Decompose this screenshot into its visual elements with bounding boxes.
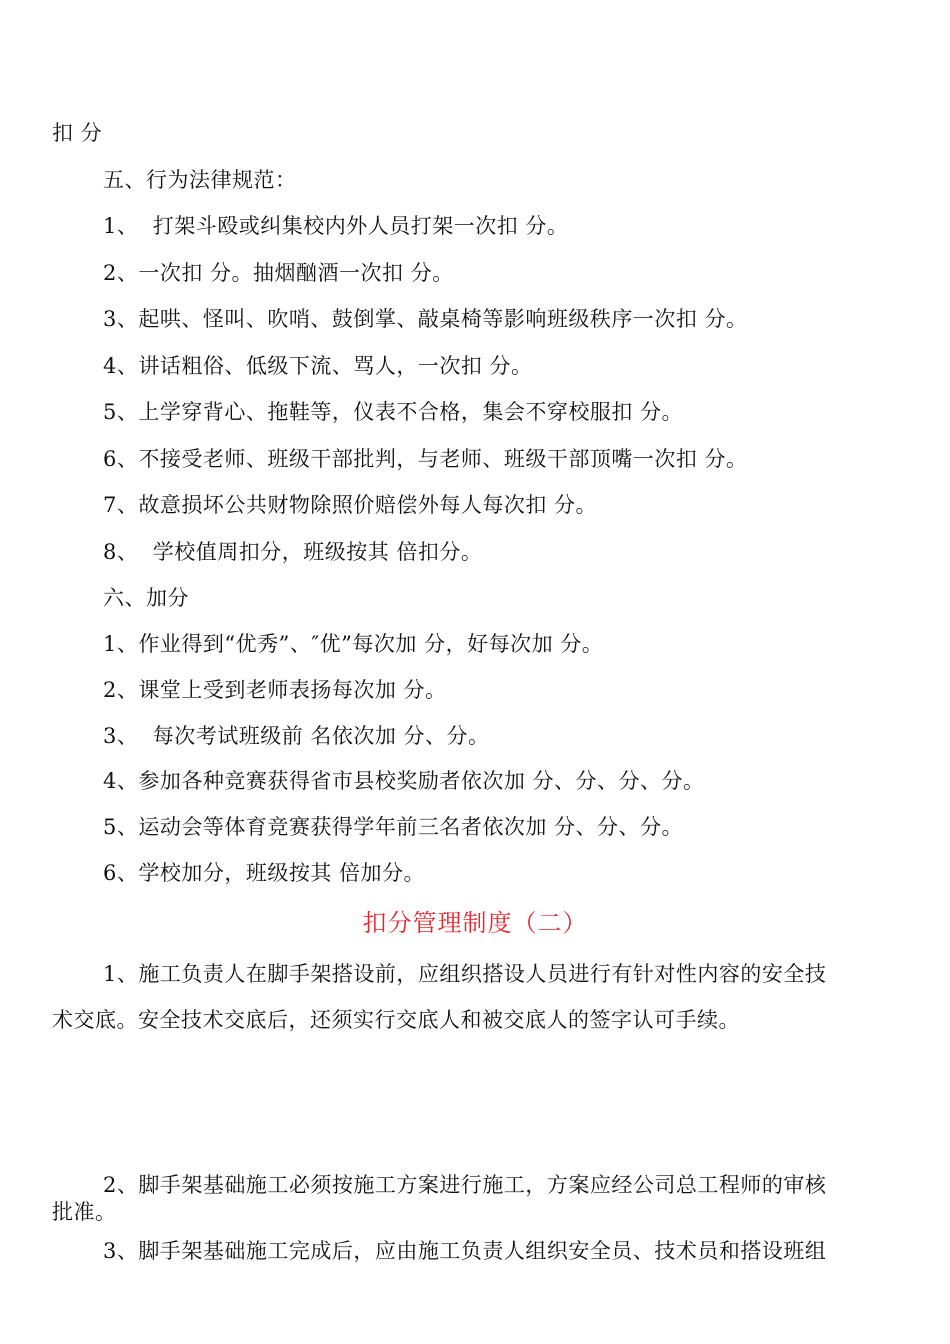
- section-heading: 六、加分: [103, 586, 189, 610]
- text-line: 4、讲话粗俗、低级下流、骂人，一次扣 分。: [103, 354, 533, 378]
- text-line: 扣 分: [52, 121, 103, 145]
- text-line: 2、课堂上受到老师表扬每次加 分。: [103, 678, 447, 702]
- text-line: 3、起哄、怪叫、吹哨、鼓倒掌、敲桌椅等影响班级秩序一次扣 分。: [103, 307, 748, 331]
- text-line: 4、参加各种竞赛获得省市县校奖励者依次加 分、分、分、分。: [103, 769, 705, 793]
- text-line: 1、作业得到“优秀”、″优”每次加 分，好每次加 分。: [103, 632, 604, 656]
- text-line: 5、运动会等体育竞赛获得学年前三名者依次加 分、分、分。: [103, 815, 684, 839]
- text-line: 6、不接受老师、班级干部批判，与老师、班级干部顶嘴一次扣 分。: [103, 447, 748, 471]
- text-line: 2、一次扣 分。抽烟酗酒一次扣 分。: [103, 261, 454, 285]
- text-line: 3、 每次考试班级前 名依次加 分、分。: [103, 724, 490, 748]
- paragraph-line: 2、脚手架基础施工必须按施工方案进行施工，方案应经公司总工程师的审核: [103, 1173, 827, 1197]
- section-heading: 五、行为法律规范：: [103, 168, 297, 192]
- text-line: 1、 打架斗殴或纠集校内外人员打架一次扣 分。: [103, 214, 569, 238]
- paragraph-line: 1、施工负责人在脚手架搭设前，应组织搭设人员进行有针对性内容的安全技: [103, 962, 827, 986]
- text-line: 5、上学穿背心、拖鞋等，仪表不合格，集会不穿校服扣 分。: [103, 400, 684, 424]
- text-line: 8、 学校值周扣分，班级按其 倍扣分。: [103, 540, 483, 564]
- document-title: 扣分管理制度（二）: [362, 909, 588, 937]
- paragraph-line: 3、脚手架基础施工完成后，应由施工负责人组织安全员、技术员和搭设班组: [103, 1239, 827, 1263]
- paragraph-line: 术交底。安全技术交底后，还须实行交底人和被交底人的签字认可手续。: [52, 1008, 740, 1032]
- paragraph-line: 批准。: [52, 1200, 117, 1224]
- text-line: 7、故意损坏公共财物除照价赔偿外每人每次扣 分。: [103, 493, 598, 517]
- text-line: 6、学校加分，班级按其 倍加分。: [103, 861, 426, 885]
